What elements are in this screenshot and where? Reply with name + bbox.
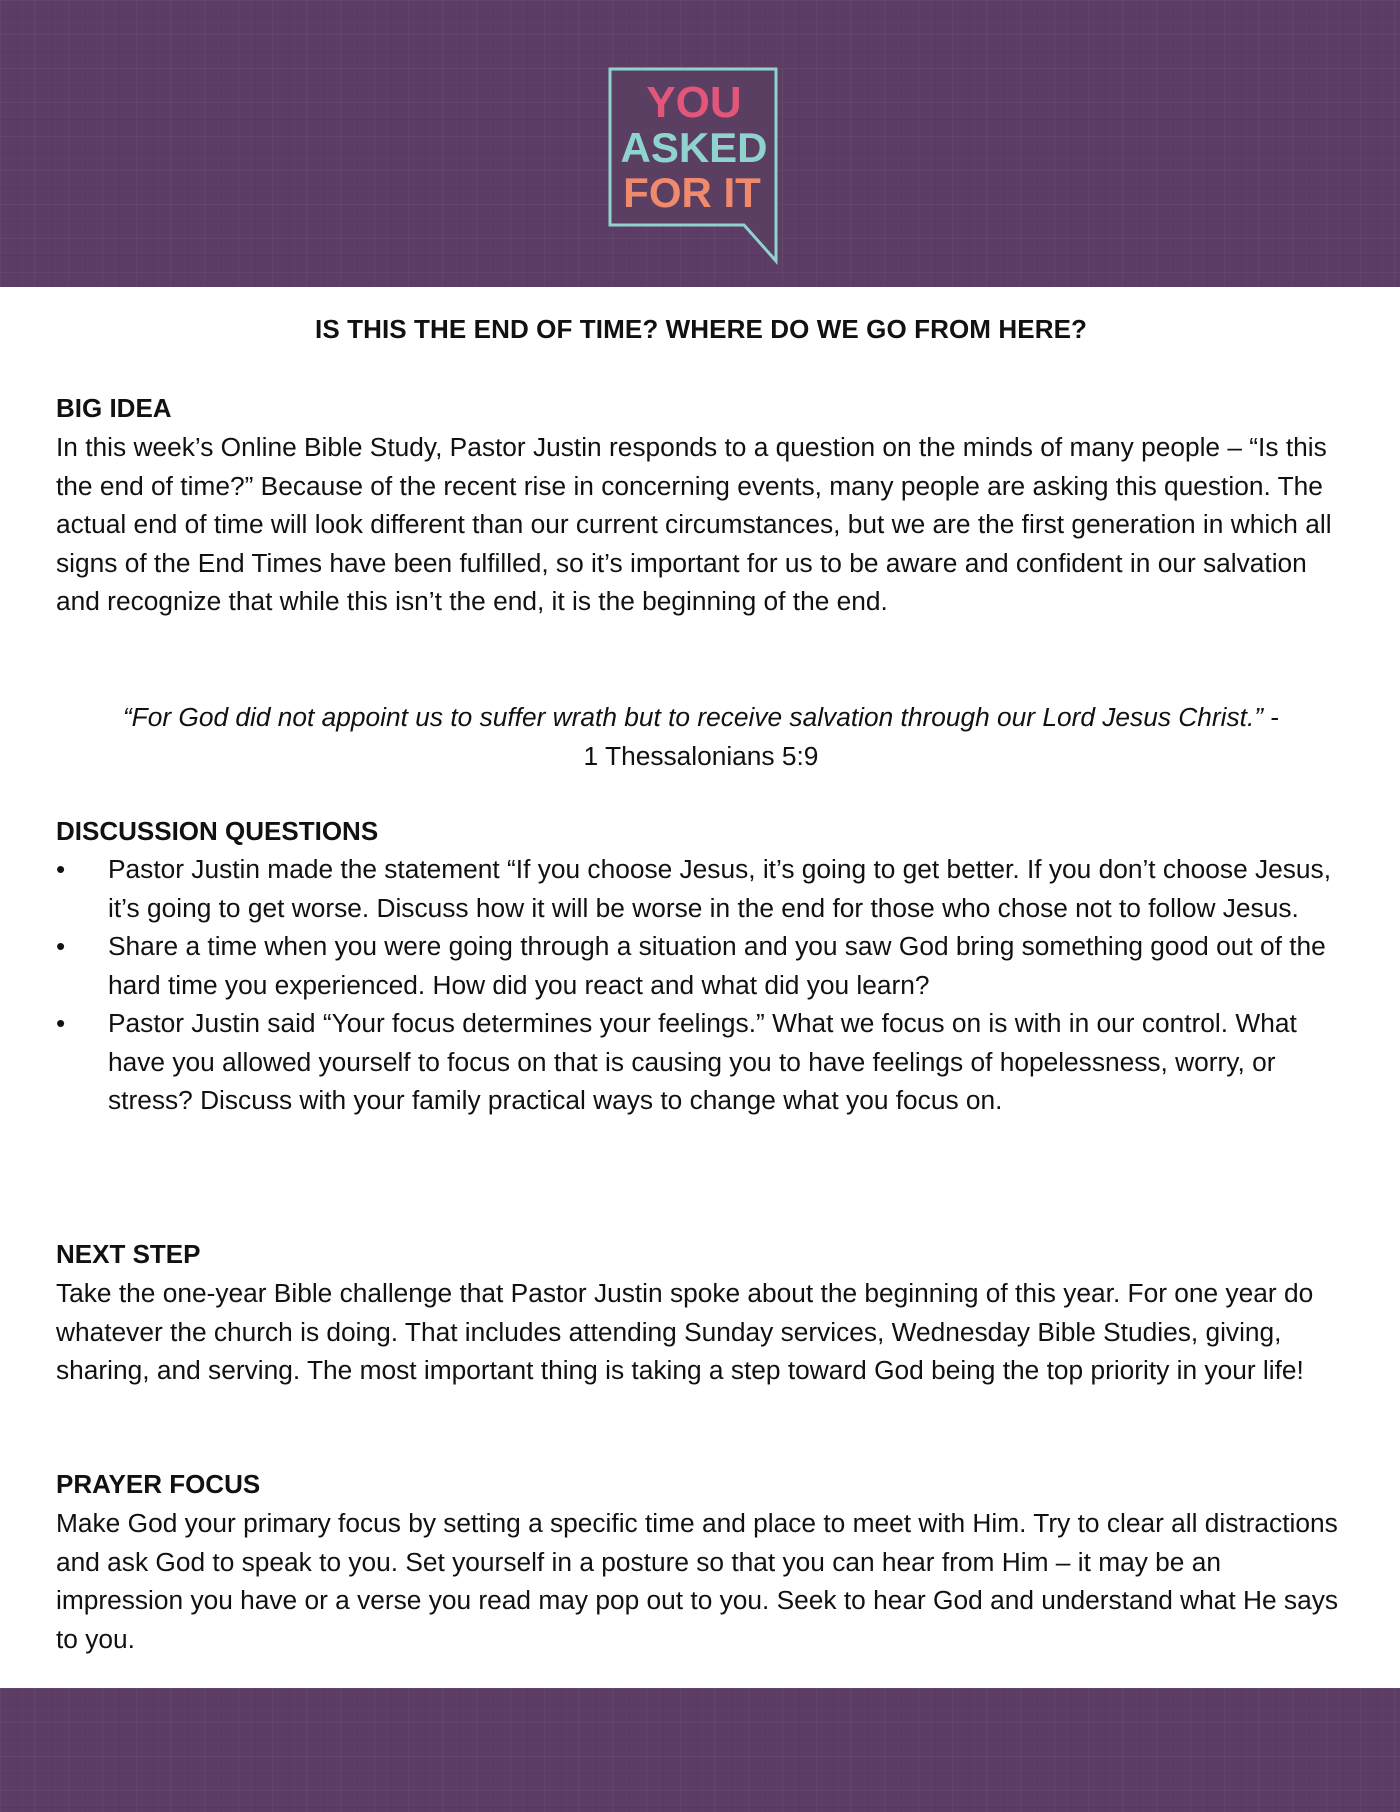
question-text: Share a time when you were going through a situation and you saw God bring something good out of the hard time you experienced. How did you react and what did you learn? — [108, 931, 1326, 1000]
bullet: • — [56, 931, 66, 961]
bullet: • — [56, 854, 66, 884]
next-step-text: Take the one-year Bible challenge that Pastor Justin spoke about the beginning of this year. For one year do whatever the church is doing. That includes attending Sunday services, Wednesday Bible Studies, giving, sharing, and serving. The most important thing is taking a step toward God being the top priority in your life! — [56, 1278, 1314, 1385]
question-text: Pastor Justin said “Your focus determines your feelings.” What we focus on is with in our control. What have you allowed yourself to focus on that is causing you to have feelings of hopelessness, worry, or stress? Discuss with your family practical ways to change what you focus on. — [108, 1008, 1297, 1115]
scripture-reference: 1 Thessalonians 5:9 — [583, 740, 819, 771]
logo-line-2: ASKED — [620, 124, 768, 171]
scripture-dash: - — [1263, 702, 1280, 732]
logo-line-1: YOU — [646, 78, 742, 127]
bullet: • — [56, 1008, 66, 1038]
footer-band — [0, 1688, 1400, 1812]
you-asked-for-it-logo — [606, 65, 790, 271]
question-text: Pastor Justin made the statement “If you choose Jesus, it’s going to get better. If you don’t choose Jesus, it’s going to get worse. Discuss how it will be worse in the end for those who chose not to follow Jesus. — [108, 854, 1332, 923]
list-item — [56, 927, 1346, 1004]
discussion-questions-list — [56, 850, 1346, 1120]
prayer-focus-heading: PRAYER FOCUS — [56, 1469, 261, 1499]
page-title: IS THIS THE END OF TIME? WHERE DO WE GO FROM HERE? — [315, 314, 1087, 344]
prayer-focus-text: Make God your primary focus by setting a specific time and place to meet with Him. Try to clear all distractions and ask God to speak to you. Set yourself in a posture so that you can hear from Him – it may be an impression you have or a verse you read may pop out to you. Seek to hear God and understand what He says to you. — [56, 1508, 1338, 1654]
next-step-heading: NEXT STEP — [56, 1239, 201, 1269]
list-item — [56, 850, 1346, 927]
logo-line-3: FOR IT — [623, 169, 761, 216]
big-idea-text: In this week’s Online Bible Study, Pastor Justin responds to a question on the minds of many people – “Is this the end of time?” Because of the recent rise in concerning events, many people are asking this question. The actual end of time will look different than our current circumstances, but we are the first generation in which all signs of the End Times have been fulfilled, so it’s important for us to be aware and confident in our salvation and recognize that while this isn’t the end, it is the beginning of the end. — [56, 432, 1332, 616]
scripture-quote — [56, 698, 1346, 775]
scripture-text: “For God did not appoint us to suffer wrath but to receive salvation through our Lord Jesus Christ.” — [122, 702, 1264, 732]
discussion-heading: DISCUSSION QUESTIONS — [56, 816, 379, 846]
big-idea-heading: BIG IDEA — [56, 393, 172, 423]
list-item — [56, 1004, 1346, 1120]
